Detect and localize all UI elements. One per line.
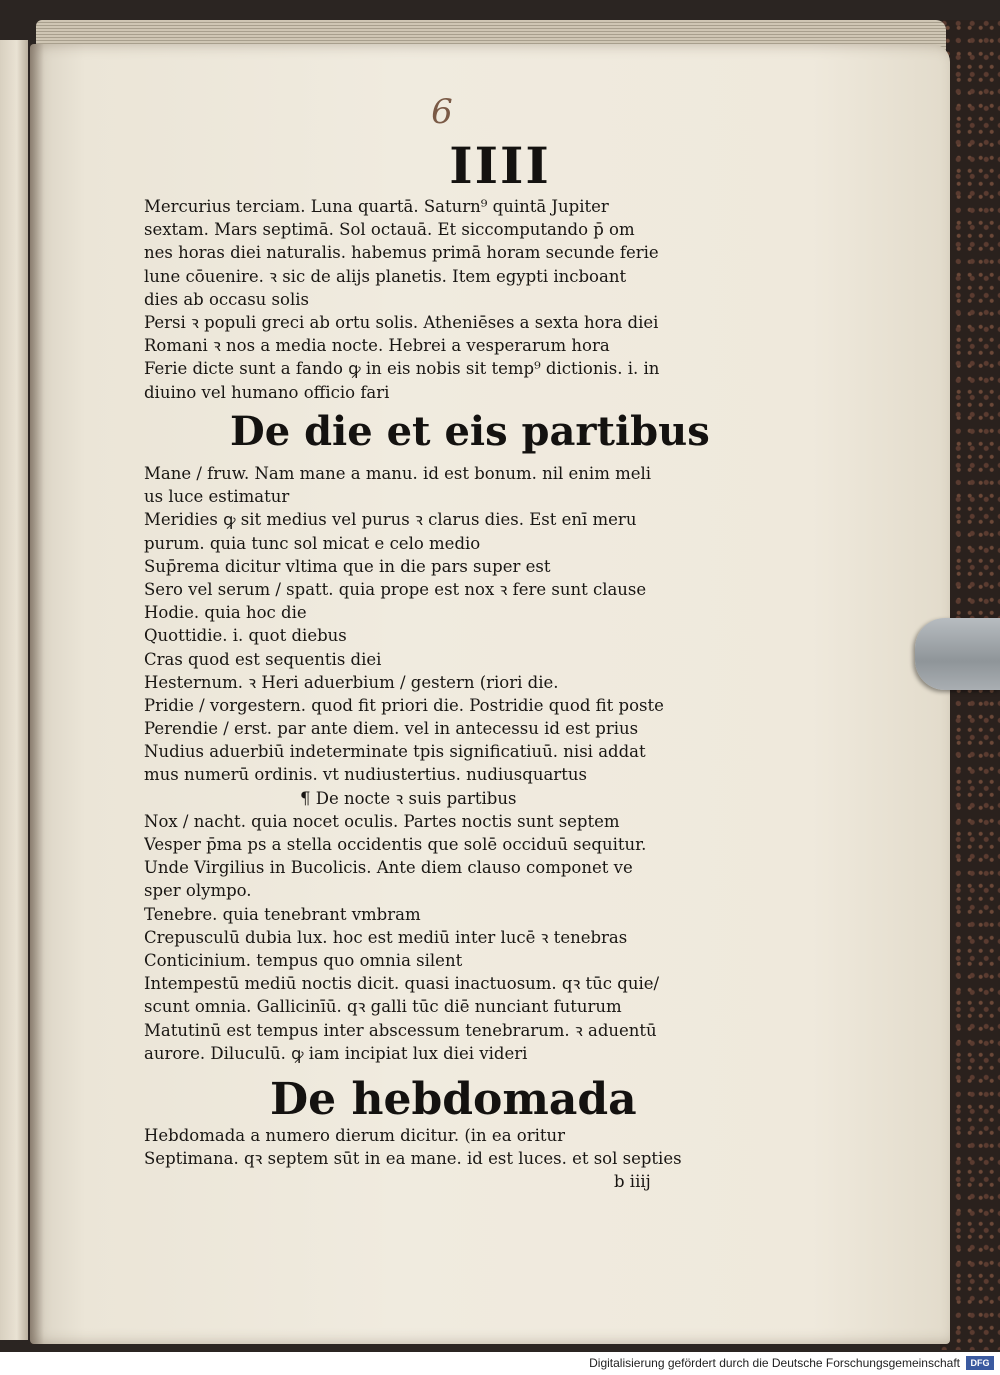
dfg-logo: DFG (966, 1356, 994, 1370)
text-line: Vesper p̄ma ps a stella occidentis que solē occiduū sequitur. (144, 835, 647, 854)
page-clip (915, 618, 1000, 690)
text-line: Perendie / erst. par ante diem. vel in antecessu id est prius (144, 719, 639, 739)
folio-number: 6 (431, 92, 453, 132)
text-line: Hodie. quia hoc die (144, 603, 307, 623)
section-heading-de-die: De die et eis partibus (230, 408, 710, 455)
text-line: Sup̄rema dicitur vltima que in die pars super est (144, 556, 551, 576)
text-line: Sero vel serum / spatt. quia prope est nox ꝛ fere sunt clause (144, 579, 647, 599)
text-line: lune cōuenire. ꝛ sic de alijs planetis. Item egypti incboant (144, 266, 627, 286)
text-line: Conticinium. tempus quo omnia silent (144, 950, 463, 970)
text-line: Pridie / vorgestern. quod fit priori die. Postridie quod fit poste (144, 695, 664, 715)
text-line: us luce estimatur (144, 487, 290, 507)
text-line: Persi ꝛ populi greci ab ortu solis. Atheniēses a sexta hora diei (144, 312, 659, 332)
previous-page-edge (0, 40, 28, 1340)
signature-mark: b iiij (614, 1172, 651, 1192)
text-line: nes horas diei naturalis. habemus primā horam secunde ferie (144, 243, 659, 263)
text-line: diuino vel humano officio fari (144, 382, 390, 402)
text-block-3 (144, 1124, 744, 1194)
footer-credit: Digitalisierung gefördert durch die Deutsche Forschungsgemeinschaft (589, 1356, 960, 1370)
text-line: aurore. Diluculū. ꝙ iam incipiat lux diei videri (144, 1043, 528, 1063)
text-line: purum. quia tunc sol micat e celo medio (144, 533, 481, 553)
text-block-1 (144, 195, 744, 404)
text-line: Mercurius terciam. Luna quartā. Saturn⁹ quintā Jupiter (144, 197, 609, 216)
text-line: Quottidie. i. quot diebus (144, 626, 347, 646)
text-line: Meridies ꝙ sit medius vel purus ꝛ clarus dies. Est enī meru (144, 510, 637, 530)
text-line: Unde Virgilius in Bucolicis. Ante diem clauso componet ve (144, 858, 633, 878)
text-line: Nox / nacht. quia nocet oculis. Partes noctis sunt septem (144, 811, 620, 831)
text-line: sper olympo. (144, 881, 252, 901)
text-line: Tenebre. quia tenebrant vmbram (144, 904, 421, 924)
section-heading-de-hebdomada: De hebdomada (270, 1074, 637, 1125)
text-line: Romani ꝛ nos a media nocte. Hebrei a vesperarum hora (144, 336, 610, 356)
signature-heading: IIII (449, 136, 551, 195)
footer-credit-bar (0, 1352, 1000, 1375)
text-block-2 (144, 462, 744, 1065)
text-line: Nudius aduerbiū indeterminate tpis significatiuū. nisi addat (144, 742, 646, 762)
text-line: dies ab occasu solis (144, 289, 309, 309)
text-line: Septimana. qꝛ septem sūt in ea mane. id est luces. et sol septies (144, 1149, 682, 1169)
text-line: Hebdomada a numero dierum dicitur. (in ea oritur (144, 1126, 566, 1145)
page-gutter (30, 44, 44, 1344)
text-line: mus numerū ordinis. vt nudiustertius. nudiusquartus (144, 765, 587, 785)
text-line: Crepusculū dubia lux. hoc est mediū inter lucē ꝛ tenebras (144, 927, 628, 947)
text-line: Mane / fruw. Nam mane a manu. id est bonum. nil enim meli (144, 464, 652, 483)
text-line: Cras quod est sequentis diei (144, 649, 382, 669)
subheading-de-nocte: ¶ De nocte ꝛ suis partibus (300, 788, 517, 808)
text-line: Intempestū mediū noctis dicit. quasi inactuosum. qꝛ tūc quie/ (144, 974, 660, 994)
text-line: scunt omnia. Gallicinīū. qꝛ galli tūc diē nunciant futurum (144, 997, 622, 1017)
text-line: Matutinū est tempus inter abscessum tenebrarum. ꝛ aduentū (144, 1020, 657, 1040)
text-line: Ferie dicte sunt a fando ꝙ in eis nobis sit temp⁹ dictionis. i. in (144, 359, 660, 379)
text-line: sextam. Mars septimā. Sol octauā. Et siccomputando p̄ om (144, 220, 635, 240)
text-line: Hesternum. ꝛ Heri aduerbium / gestern (riori die. (144, 672, 559, 692)
